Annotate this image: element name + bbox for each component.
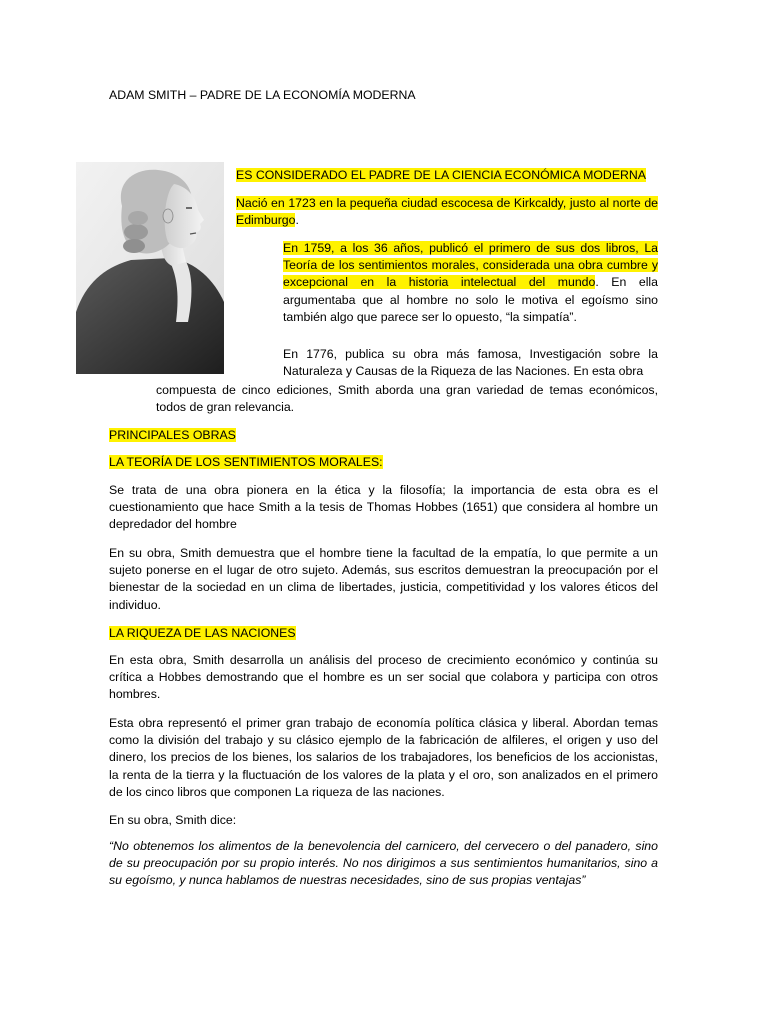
quote-intro: En su obra, Smith dice: bbox=[109, 813, 237, 827]
wealth-paragraph-1: En esta obra, Smith desarrolla un análisis del proceso de crecimiento económico y continúa su crítica a Hobbes demostrando que el hombre es un ser social que colabora y participa con otros hombres. bbox=[109, 653, 658, 702]
intro-considered: ES CONSIDERADO EL PADRE DE LA CIENCIA ECONÓMICA MODERNA bbox=[236, 168, 646, 182]
moral-paragraph-2: En su obra, Smith demuestra que el hombre tiene la facultad de la empatía, lo que permite a un sujeto ponerse en el lugar de otro sujeto. Además, sus escritos demuestran la preocupación por el bienestar de la sociedad en un clima de libertades, justicia, competitividad y los valores éticos del individuo. bbox=[109, 546, 658, 612]
intro-born: Nació en 1723 en la pequeña ciudad escocesa de Kirkcaldy, justo al norte de Edimburgo. bbox=[236, 196, 658, 228]
heading-wealth-of-nations: LA RIQUEZA DE LAS NACIONES bbox=[109, 626, 296, 640]
intro-wealth-b: compuesta de cinco ediciones, Smith aborda una gran variedad de temas económicos, todos de gran relevancia. bbox=[156, 383, 658, 415]
smith-quote: “No obtenemos los alimentos de la benevolencia del carnicero, del cervecero o del panadero, sino de su preocupación por su propio interés. No nos dirigimos a sus sentimientos humanitarios, sino a su egoísmo, y nunca hablamos de nuestras necesidades, sino de sus propias ventajas” bbox=[109, 839, 658, 888]
moral-paragraph-1: Se trata de una obra pionera en la ética y la filosofía; la importancia de esta obra es el cuestionamiento que hace Smith a la tesis de Thomas Hobbes (1651) que considera al hombre un depredador del hombre bbox=[109, 483, 658, 532]
heading-moral-sentiments: LA TEORÍA DE LOS SENTIMIENTOS MORALES: bbox=[109, 455, 383, 469]
wealth-paragraph-2: Esta obra representó el primer gran trabajo de economía política clásica y liberal. Abordan temas como la división del trabajo y su clásico ejemplo de la fabricación de alfileres, el origen y uso del dinero, los precios de los bienes, los salarios de los trabajadores, los beneficios de los accionistas, la renta de la tierra y la fluctuación de los valores de la plata y el oro, son analizados en el primero de los cinco libros que componen La riqueza de las naciones. bbox=[109, 716, 658, 799]
intro-wealth-a: En 1776, publica su obra más famosa, Investigación sobre la Naturaleza y Causas de la Riqueza de las Naciones. En esta obra bbox=[283, 347, 658, 379]
document-title: ADAM SMITH – PADRE DE LA ECONOMÍA MODERNA bbox=[109, 88, 416, 102]
adam-smith-portrait bbox=[76, 162, 224, 374]
intro-published: En 1759, a los 36 años, publicó el primero de sus dos libros, La Teoría de los sentimientos morales, considerada una obra cumbre y excepcional en la historia intelectual del mundo. En ella argumentaba que al hombre no solo le motiva el egoísmo sino también algo que parece ser lo opuesto, “la simpatía”. bbox=[283, 241, 659, 324]
heading-main-works: PRINCIPALES OBRAS bbox=[109, 428, 236, 442]
